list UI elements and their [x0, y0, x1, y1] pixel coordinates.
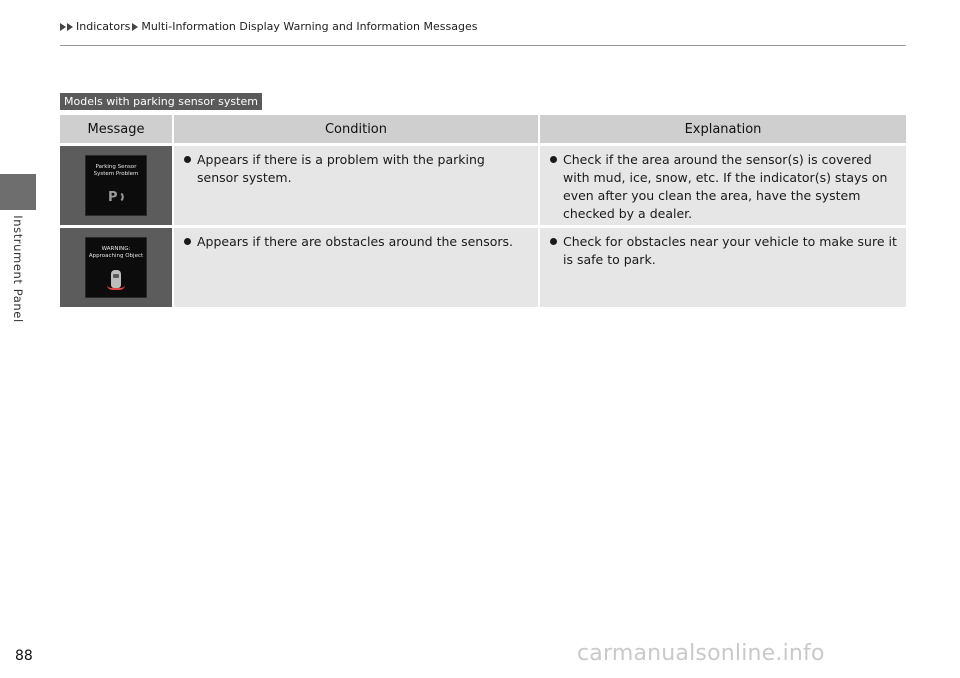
section-tab-label: Instrument Panel [11, 215, 25, 323]
table-row [60, 146, 906, 225]
display-text-line: Parking Sensor [95, 164, 137, 170]
sensor-wave-icon [118, 193, 126, 201]
list-item [540, 228, 906, 269]
sensor-warning-icon [107, 285, 125, 290]
explanation-cell [540, 146, 906, 225]
header-condition: Condition [174, 115, 538, 143]
display-text [86, 164, 146, 178]
message-cell [60, 228, 172, 307]
breadcrumb-item-indicators[interactable]: Indicators [76, 20, 131, 33]
list-item [174, 146, 538, 187]
display-text-line: System Problem [93, 171, 139, 177]
display-text-line: WARNING: [101, 246, 131, 252]
watermark: carmanualsonline.info [577, 641, 825, 666]
section-tab [4, 214, 32, 324]
breadcrumb-arrow-icon [60, 23, 66, 31]
bullet-icon [550, 156, 557, 163]
condition-text: Appears if there is a problem with the parking sensor system. [197, 152, 485, 185]
message-cell [60, 146, 172, 225]
bullet-icon [184, 238, 191, 245]
display-screen [85, 237, 147, 298]
table-header-row [60, 115, 906, 143]
header-divider [60, 45, 906, 46]
breadcrumb [60, 20, 477, 33]
breadcrumb-item-messages[interactable]: Multi-Information Display Warning and Information Messages [141, 20, 478, 33]
display-text-line: Approaching Object [88, 253, 144, 259]
explanation-text: Check if the area around the sensor(s) is covered with mud, ice, snow, etc. If the indicator(s) stays on even after you clean the area, have the system checked by a dealer. [563, 152, 888, 221]
section-tab-marker [0, 174, 36, 210]
bullet-icon [550, 238, 557, 245]
messages-table [60, 115, 906, 307]
display-text [86, 246, 146, 260]
explanation-cell [540, 228, 906, 307]
table-row [60, 228, 906, 307]
condition-text: Appears if there are obstacles around the sensors. [197, 234, 513, 249]
model-badge: Models with parking sensor system [60, 93, 262, 110]
list-item [174, 228, 538, 251]
explanation-text: Check for obstacles near your vehicle to make sure it is safe to park. [563, 234, 897, 267]
bullet-icon [184, 156, 191, 163]
breadcrumb-arrow-icon [67, 23, 73, 31]
condition-cell [174, 228, 538, 307]
parking-sensor-icon: P [108, 190, 118, 205]
breadcrumb-arrow-icon [132, 23, 138, 31]
page-number: 88 [15, 648, 33, 664]
condition-cell [174, 146, 538, 225]
list-item [540, 146, 906, 223]
header-message: Message [60, 115, 172, 143]
header-explanation: Explanation [540, 115, 906, 143]
display-screen [85, 155, 147, 216]
